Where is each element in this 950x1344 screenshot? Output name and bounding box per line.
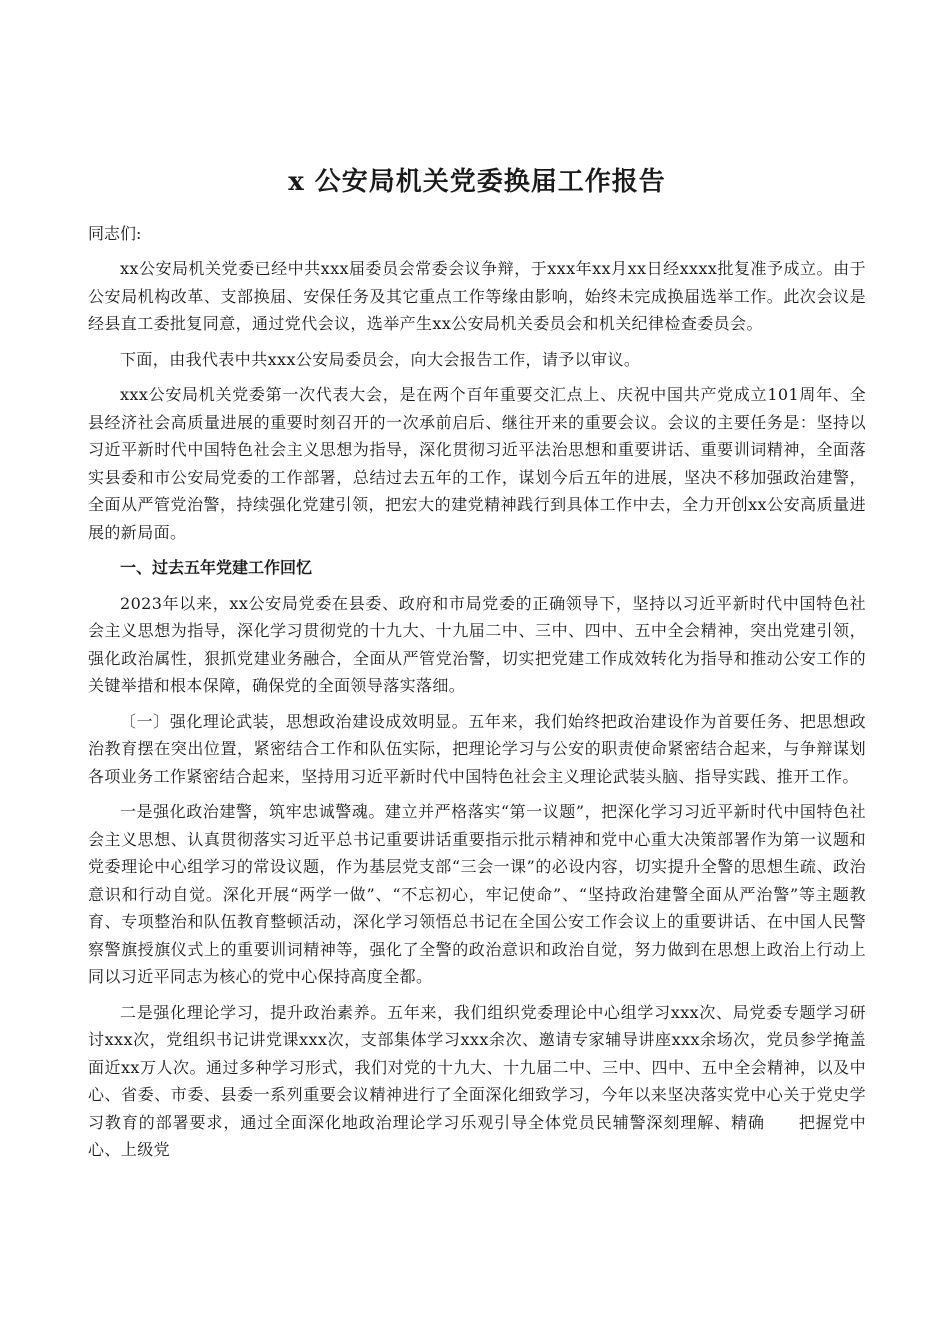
paragraph-theory-armament: 〔一〕强化理论武装，思想政治建设成效明显。五年来，我们始终把政治建设作为首要任务、把思想政治教育摆在突出位置，紧密结合工作和队伍实际，把理论学习与公安的职责使命紧密结合起来，与争辩谋划各项业务工作紧密结合起来，坚持用习近平新时代中国特色社会主义理论武装头脑、指导实践、推开工作。 xyxy=(88,711,866,786)
paragraph-political-policing: 一是强化政治建警，筑牢忠诚警魂。建立并严格落实“第一议题”，把深化学习习近平新时代中国特色社会主义思想、认真贯彻落实习近平总书记重要讲话重要指示批示精神和党中心重大决策部署作为第一议题和党委理论中心组学习的常设议题，作为基层党支部“三会一课”的必设内容，切实提升全警的思想生疏、政治意识和行动自觉。深化开展“两学一做”、“不忘初心，牢记使命”、“坚持政治建警全面从严治警”等主题教育、专项整治和队伍教育整顿活动，深化学习领悟总书记在全国公安工作会议上的重要讲话、在中国人民警察警旗授旗仪式上的重要训词精神等，强化了全警的政治意识和政治自觉，努力做到在思想上政治上行动上同以习近平同志为核心的党中心保持高度全都。 xyxy=(88,802,866,986)
document-title: x 公安局机关党委换届工作报告 xyxy=(288,167,666,197)
paragraph-congress-task: xxx公安局机关党委第一次代表大会，是在两个百年重要交汇点上、庆祝中国共产党成立101周年、全县经济社会高质量进展的重要时刻召开的一次承前启后、继往开来的重要会议。会议的主要任务是：坚持以习近平新时代中国特色社会主义思想为指导，深化贯彻习近平法治思想和重要讲话、重要训词精神，全面落实县委和市公安局党委的工作部署，总结过去五年的工作，谋划今后五年的进展，坚决不移加强政治建警，全面从严管党治警，持续强化党建引领，把宏大的建党精神践行到具体工作中去，全力开创xx公安高质量进展的新局面。 xyxy=(88,385,866,542)
salutation: 同志们: xyxy=(88,224,142,243)
paragraph-intro: xx公安局机关党委已经中共xxx届委员会常委会议争辩，于xxx年xx月xx日经xxxx批复准予成立。由于公安局机构改革、支部换届、安保任务及其它重点工作等缘由影响，始终未完成换届选举工作。此次会议是经县直工委批复同意，通过党代会议，选举产生xx公安局机关委员会和机关纪律检查委员会。 xyxy=(88,259,866,333)
paragraph-since-2023: 2023年以来，xx公安局党委在县委、政府和市局党委的正确领导下，坚持以习近平新时代中国特色社会主义思想为指导，深化学习贯彻党的十九大、十九届二中、三中、四中、五中全会精神，突出党建引领，强化政治属性，狠抓党建业务融合，全面从严管党治警，切实把党建工作成效转化为指导和推动公安工作的关键举措和根本保障，确保党的全面领导落实落细。 xyxy=(88,593,866,695)
section-heading-review: 一、过去五年党建工作回忆 xyxy=(120,558,313,577)
paragraph-report-statement: 下面，由我代表中共xxx公安局委员会，向大会报告工作，请予以审议。 xyxy=(120,349,641,369)
paragraph-theory-study: 二是强化理论学习，提升政治素养。五年来，我们组织党委理论中心组学习xxx次、局党委专题学习研讨xxx次，党组织书记讲党课xxx次，支部集体学习xxx余次、邀请专家辅导讲座xxx余场次，党员参学掩盖面近xx万人次。通过多种学习形式，我们对党的十九大、十九届二中、三中、四中、五中全会精神，以及中心、省委、市委、县委一系列重要会议精神进行了全面深化细致学习，今年以来坚决落实党中心关于党史学习教育的部署要求，通过全面深化地政治理论学习乐观引导全体党员民辅警深刻理解、精确 把握党中心、上级党 xyxy=(88,1002,866,1159)
document-body xyxy=(88,255,866,1172)
